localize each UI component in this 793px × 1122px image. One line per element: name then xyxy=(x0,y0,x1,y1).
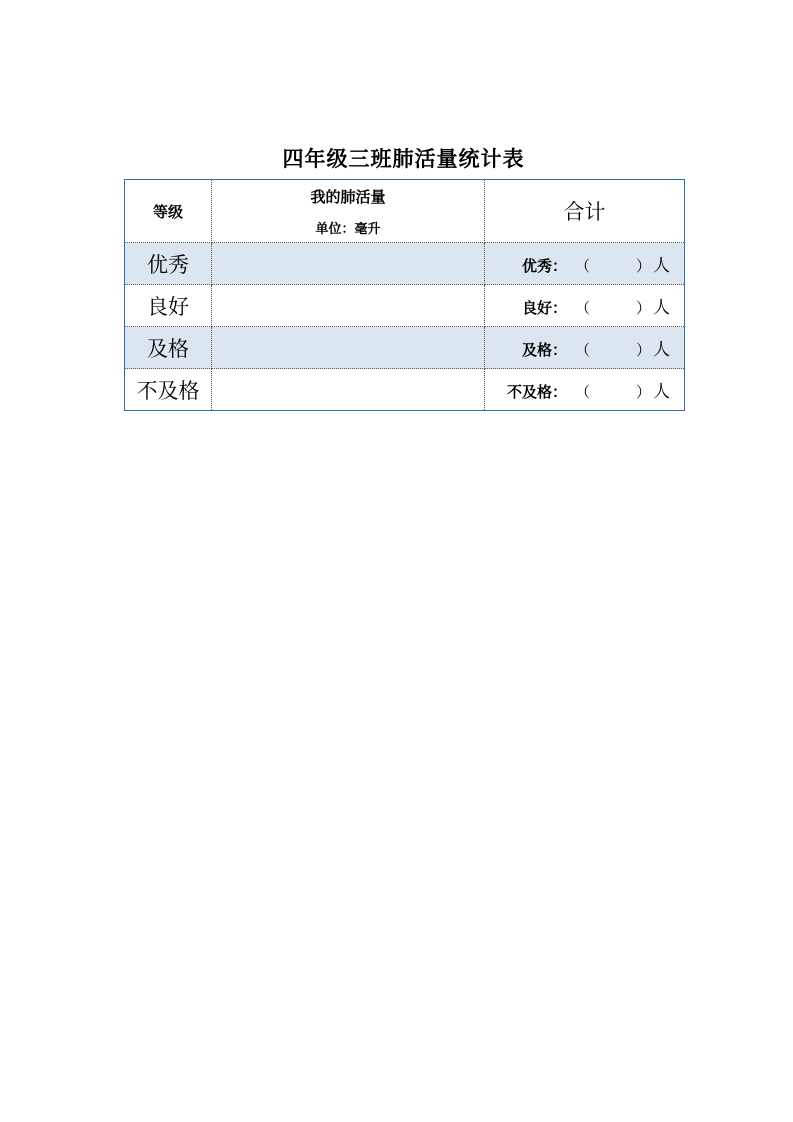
table-row xyxy=(125,327,685,369)
total-cell-fail xyxy=(485,369,685,411)
open-paren: （ xyxy=(574,341,590,359)
table-header-row xyxy=(125,180,685,243)
lung-capacity-cell-pass[interactable] xyxy=(212,327,485,369)
table-row xyxy=(125,369,685,411)
lung-capacity-cell-good[interactable] xyxy=(212,285,485,327)
row-level-excellent: 优秀 xyxy=(125,243,212,285)
close-paren: ） xyxy=(635,383,651,401)
close-paren: ） xyxy=(635,257,651,275)
header-total: 合计 xyxy=(485,180,685,243)
total-label-good: 良好： xyxy=(521,299,567,317)
row-level-fail: 不及格 xyxy=(125,369,212,411)
unit-people: 人 xyxy=(653,256,670,276)
total-label-excellent: 优秀： xyxy=(521,257,567,275)
total-cell-pass xyxy=(485,327,685,369)
row-level-good: 良好 xyxy=(125,285,212,327)
header-lung-capacity-label: 我的肺活量 xyxy=(310,187,386,206)
open-paren: （ xyxy=(574,383,590,401)
lung-capacity-cell-excellent[interactable] xyxy=(212,243,485,285)
row-level-pass: 及格 xyxy=(125,327,212,369)
lung-capacity-cell-fail[interactable] xyxy=(212,369,485,411)
header-unit-label: 单位：毫升 xyxy=(315,221,381,237)
header-lung-capacity xyxy=(212,180,485,243)
total-label-fail: 不及格： xyxy=(506,383,567,401)
total-cell-good xyxy=(485,285,685,327)
unit-people: 人 xyxy=(653,298,670,318)
open-paren: （ xyxy=(574,257,590,275)
total-cell-excellent xyxy=(485,243,685,285)
total-label-pass: 及格： xyxy=(521,341,567,359)
unit-people: 人 xyxy=(653,340,670,360)
open-paren: （ xyxy=(574,299,590,317)
unit-people: 人 xyxy=(653,382,670,402)
page-title: 四年级三班肺活量统计表 xyxy=(282,146,525,171)
close-paren: ） xyxy=(635,299,651,317)
close-paren: ） xyxy=(635,341,651,359)
header-level: 等级 xyxy=(125,180,212,243)
table-row xyxy=(125,243,685,285)
lung-capacity-table xyxy=(124,179,685,411)
table-row xyxy=(125,285,685,327)
